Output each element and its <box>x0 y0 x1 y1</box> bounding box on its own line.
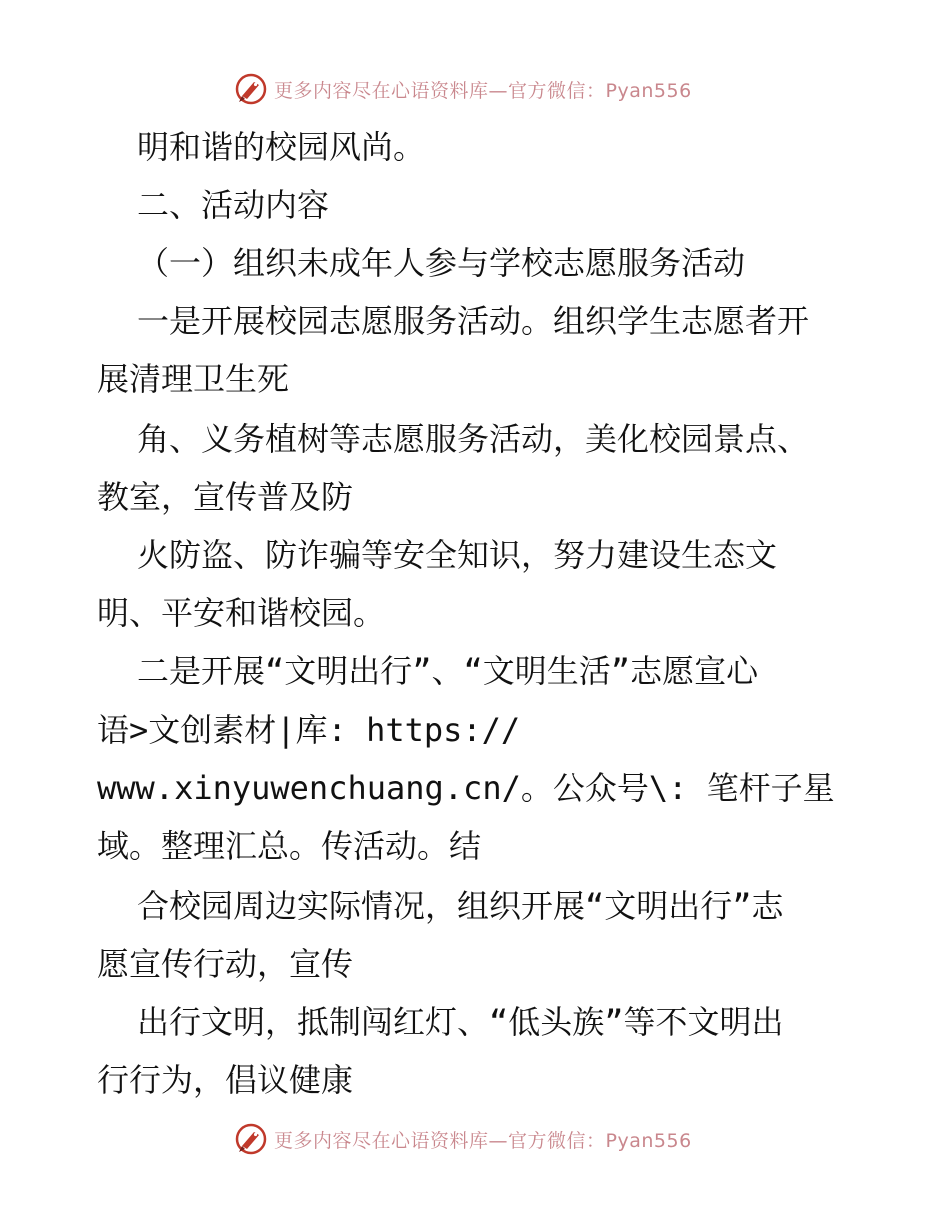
body-line: 火防盗、防诈骗等安全知识，努力建设生态文 <box>137 536 778 574</box>
body-line: 二是开展“文明出行”、“文明生活”志愿宣心 <box>137 652 759 690</box>
body-line: 行行为，倡议健康 <box>97 1061 354 1099</box>
body-line: 展清理卫生死 <box>97 360 290 398</box>
body-line: 域。整理汇总。传活动。结 <box>97 827 482 865</box>
body-line: 明和谐的校园风尚。 <box>137 128 426 166</box>
body-line: 教室，宣传普及防 <box>97 478 354 516</box>
section-heading: 二、活动内容 <box>137 186 330 224</box>
footer-watermark-text: 更多内容尽在心语资料库—官方微信：Pyan556 <box>274 1130 692 1152</box>
pen-nib-logo-icon <box>234 1122 268 1156</box>
body-line: 一是开展校园志愿服务活动。组织学生志愿者开 <box>137 302 810 340</box>
body-line: 明、平安和谐校园。 <box>97 594 386 632</box>
body-line: 语>文创素材|库: https:// <box>97 711 521 749</box>
header-watermark-text: 更多内容尽在心语资料库—官方微信：Pyan556 <box>274 80 692 102</box>
body-line: 愿宣传行动，宣传 <box>97 945 354 983</box>
body-line: 角、义务植树等志愿服务活动，美化校园景点、 <box>137 420 810 458</box>
body-line: www.xinyuwenchuang.cn/。公众号\: 笔杆子星 <box>97 769 835 807</box>
body-line: 出行文明，抵制闯红灯、“低头族”等不文明出 <box>137 1003 784 1041</box>
subsection-heading: （一）组织未成年人参与学校志愿服务活动 <box>137 244 746 282</box>
footer-watermark-banner <box>0 1120 950 1160</box>
body-line: 合校园周边实际情况，组织开展“文明出行”志 <box>137 887 784 925</box>
